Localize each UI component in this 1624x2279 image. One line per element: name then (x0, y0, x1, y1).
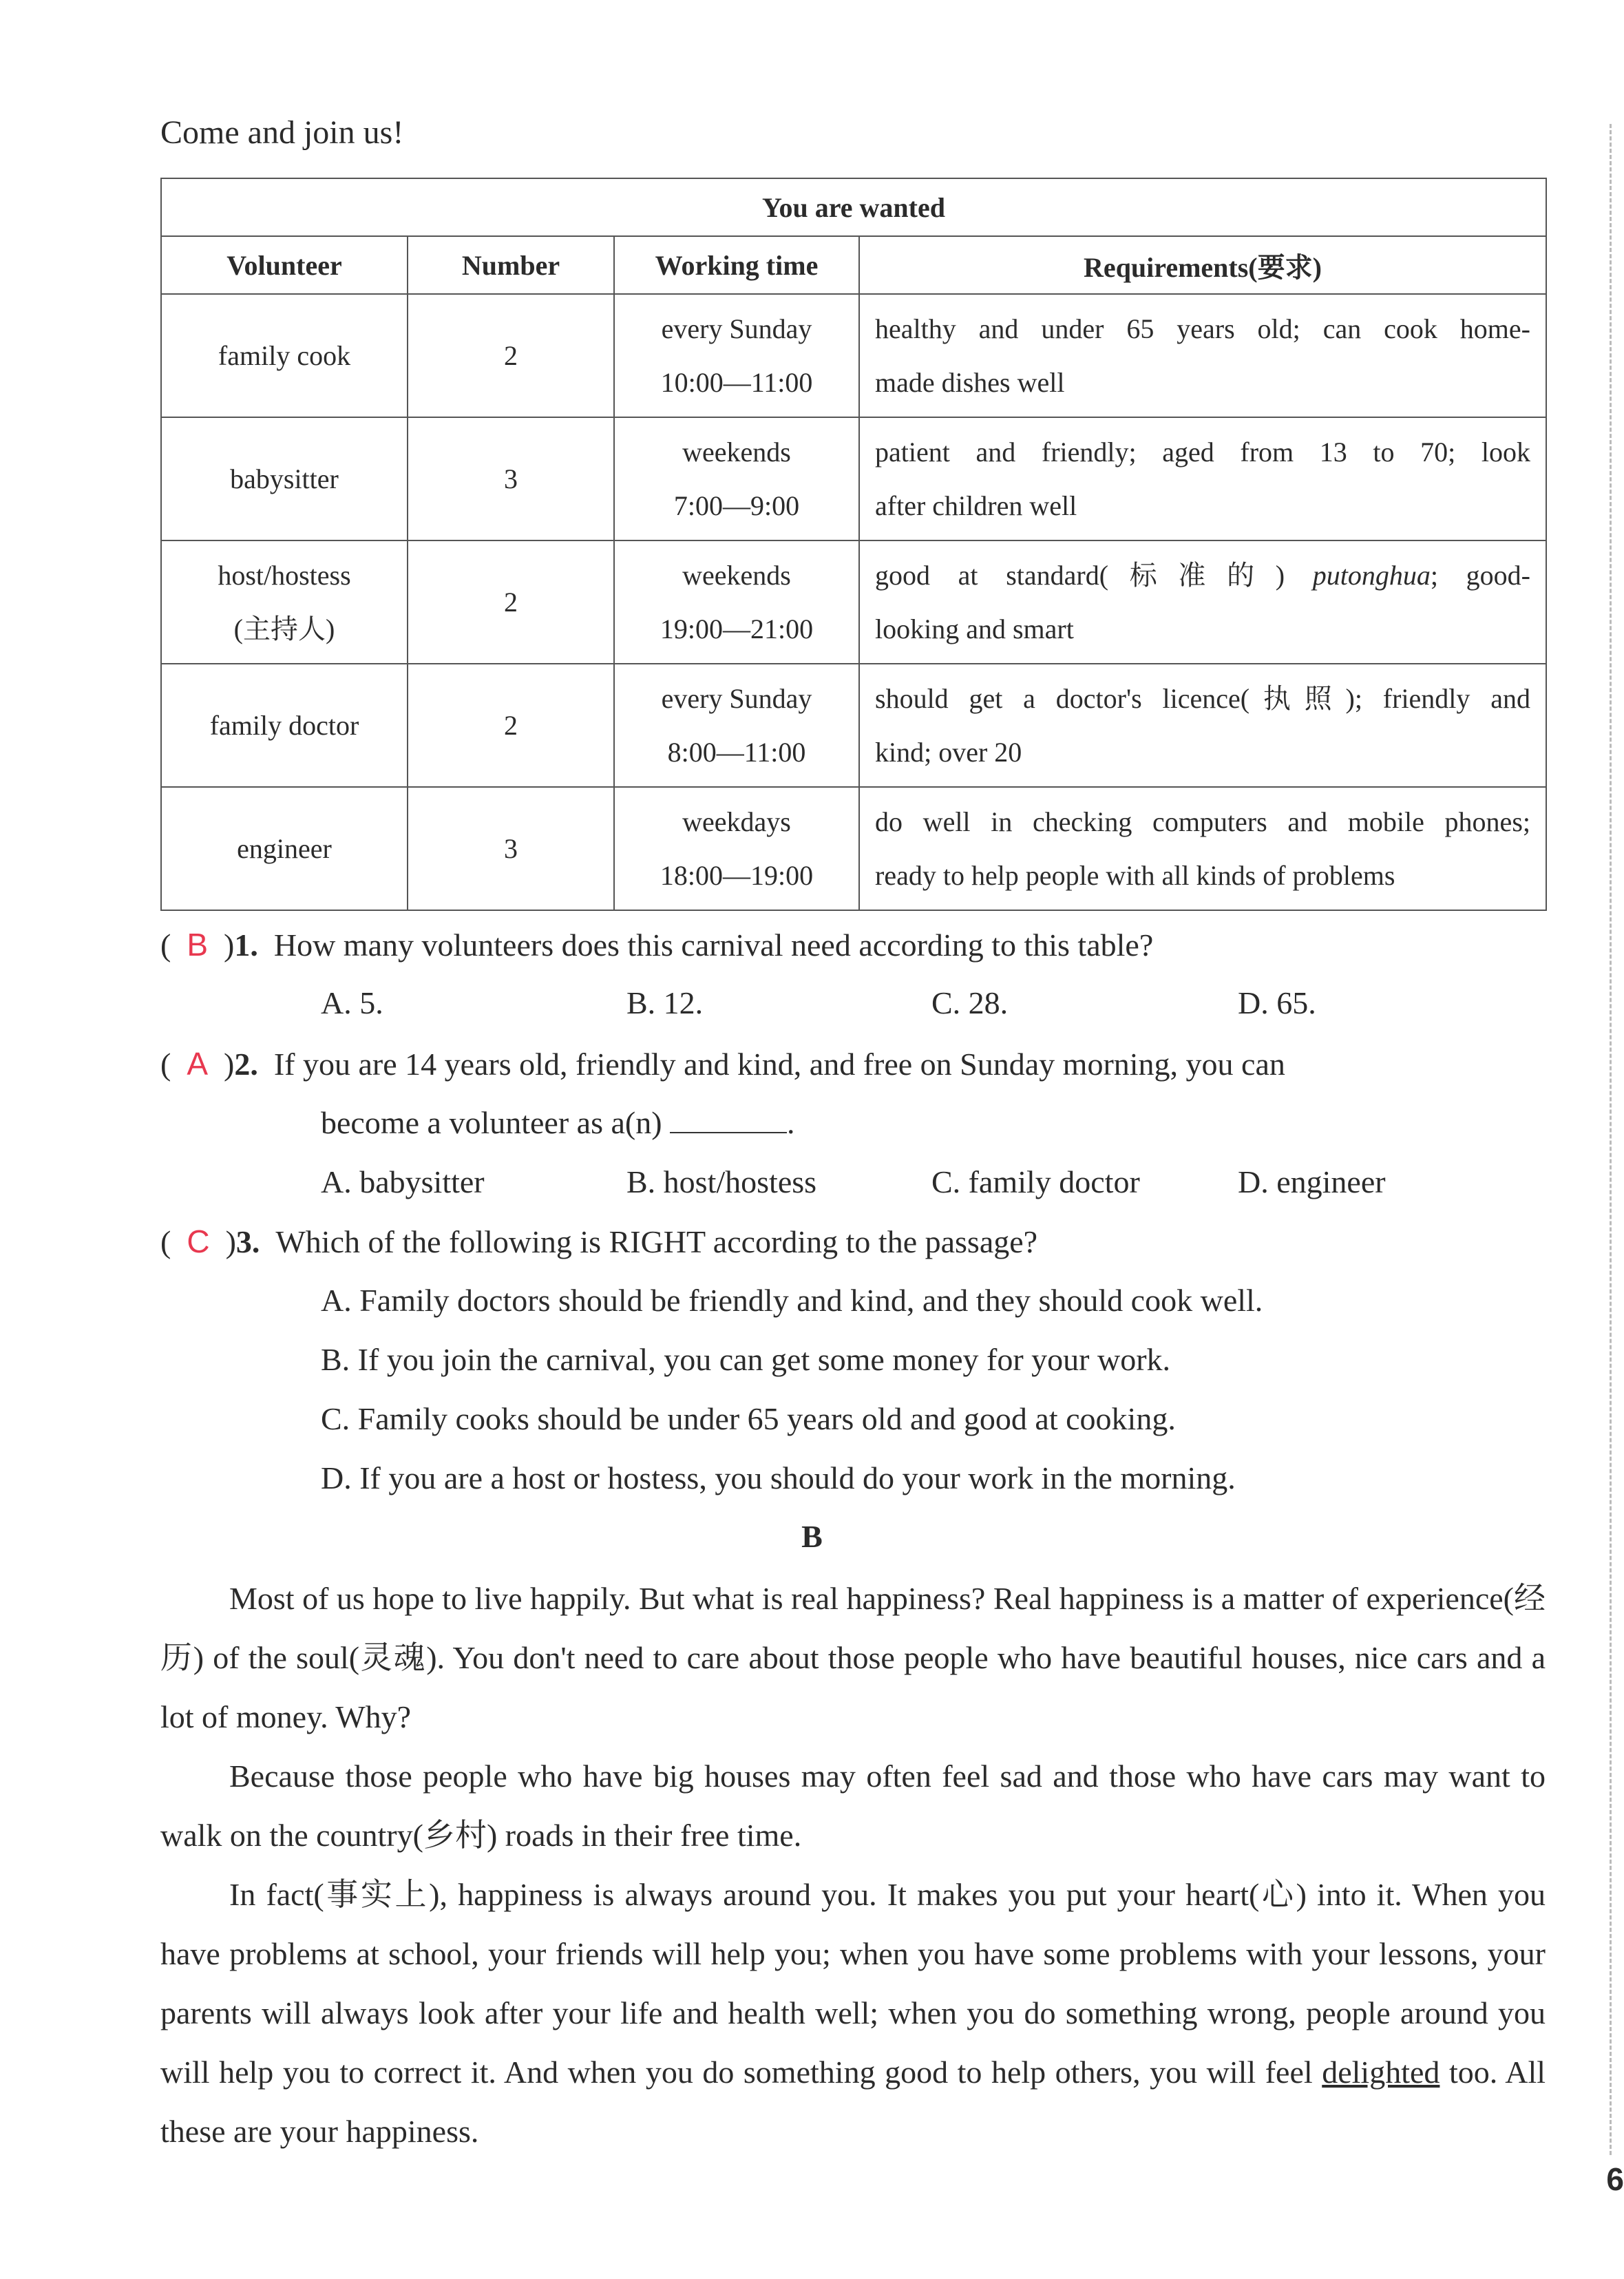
option-2a: A. babysitter (321, 1164, 485, 1199)
answer-3: C (187, 1223, 210, 1259)
question-2-text: If you are 14 years old, friendly and kind, and free on Sunday morning, you can (273, 1047, 1285, 1082)
cell-volunteer: family cook (161, 294, 408, 417)
cell-time: every Sunday 10:00—11:00 (614, 294, 859, 417)
option-2d: D. engineer (1238, 1164, 1386, 1199)
option-3a: A. Family doctors should be friendly and kind, and they should cook well. (321, 1283, 1263, 1318)
intro-line: Come and join us! (160, 114, 404, 151)
question-1: ( B )1. How many volunteers does this carnival need according to this table? (160, 927, 1154, 963)
option-3d: D. If you are a host or hostess, you should do your work in the morning. (321, 1460, 1236, 1495)
passage-paragraph-1: Most of us hope to live happily. But what is real happiness? Real happiness is a matter of experience(经历) of the soul(灵魂). You don't need to care about those people who have beautiful houses, nice cars and a lot of money. Why? (160, 1581, 1546, 1734)
option-2c: C. family doctor (931, 1164, 1140, 1199)
option-1a: A. 5. (321, 985, 383, 1020)
table-row (161, 664, 1546, 787)
option-1b: B. 12. (626, 985, 704, 1020)
cell-time: every Sunday 8:00—11:00 (614, 664, 859, 787)
passage-paragraph-2: Because those people who have big houses may often feel sad and those who have cars may want to walk on the country(乡村) roads in their free time. (160, 1758, 1546, 1853)
cell-time: weekends 19:00—21:00 (614, 540, 859, 664)
cell-volunteer: family doctor (161, 664, 408, 787)
cell-time: weekends 7:00—9:00 (614, 417, 859, 540)
header-requirements: Requirements(要求) (859, 236, 1546, 294)
cell-number: 2 (408, 540, 614, 664)
page-number: 6 (1606, 2161, 1624, 2197)
table-row (161, 787, 1546, 910)
question-1-text: How many volunteers does this carnival need according to this table? (273, 927, 1154, 963)
cell-requirements: healthy and under 65 years old; can cook home- made dishes well (859, 294, 1546, 417)
answer-2: A (187, 1046, 209, 1082)
cell-volunteer: host/hostess (主持人) (161, 540, 408, 664)
cell-number: 3 (408, 787, 614, 910)
cell-requirements: patient and friendly; aged from 13 to 70; look after children well (859, 417, 1546, 540)
passage-paragraph-3: In fact(事实上), happiness is always around you. It makes you put your heart(心) into it. When you have problems at school, your friends will help you; when you have some problems with your lessons, your parents will always look after your life and health well; when you do something wrong, people around you will help you to correct it. And when you do something good to help others, you will feel delighted too. All these are your happiness. (160, 1877, 1546, 2149)
header-volunteer: Volunteer (161, 236, 408, 294)
question-2: ( A )2. If you are 14 years old, friendly and kind, and free on Sunday morning, you can (160, 1046, 1285, 1082)
cell-volunteer: engineer (161, 787, 408, 910)
cell-time: weekdays 18:00—19:00 (614, 787, 859, 910)
table-row (161, 417, 1546, 540)
option-3c: C. Family cooks should be under 65 years old and good at cooking. (321, 1401, 1176, 1436)
header-working-time: Working time (614, 236, 859, 294)
table-row (161, 540, 1546, 664)
cell-requirements: do well in checking computers and mobile phones; ready to help people with all kinds of problems (859, 787, 1546, 910)
volunteer-table (160, 178, 1547, 911)
cell-number: 2 (408, 664, 614, 787)
cell-number: 2 (408, 294, 614, 417)
cell-requirements: should get a doctor's licence(执照); friendly and kind; over 20 (859, 664, 1546, 787)
table-title: You are wanted (161, 178, 1546, 236)
cell-volunteer: babysitter (161, 417, 408, 540)
cell-number: 3 (408, 417, 614, 540)
question-2-line2: become a volunteer as a(n) . (321, 1105, 795, 1140)
header-number: Number (408, 236, 614, 294)
table-row (161, 294, 1546, 417)
question-3-text: Which of the following is RIGHT according to the passage? (275, 1224, 1038, 1259)
answer-1: B (187, 927, 209, 963)
option-3b: B. If you join the carnival, you can get some money for your work. (321, 1342, 1171, 1377)
underlined-word: delighted (1322, 2055, 1440, 2090)
option-2b: B. host/hostess (626, 1164, 817, 1199)
section-b-heading: B (801, 1519, 823, 1554)
option-1d: D. 65. (1238, 985, 1316, 1020)
cell-requirements: good at standard(标准的) putonghua; good- looking and smart (859, 540, 1546, 664)
answer-blank (670, 1107, 787, 1133)
page-edge-guide (1610, 124, 1612, 2155)
option-1c: C. 28. (931, 985, 1009, 1020)
question-3: ( C )3. Which of the following is RIGHT according to the passage? (160, 1223, 1038, 1259)
